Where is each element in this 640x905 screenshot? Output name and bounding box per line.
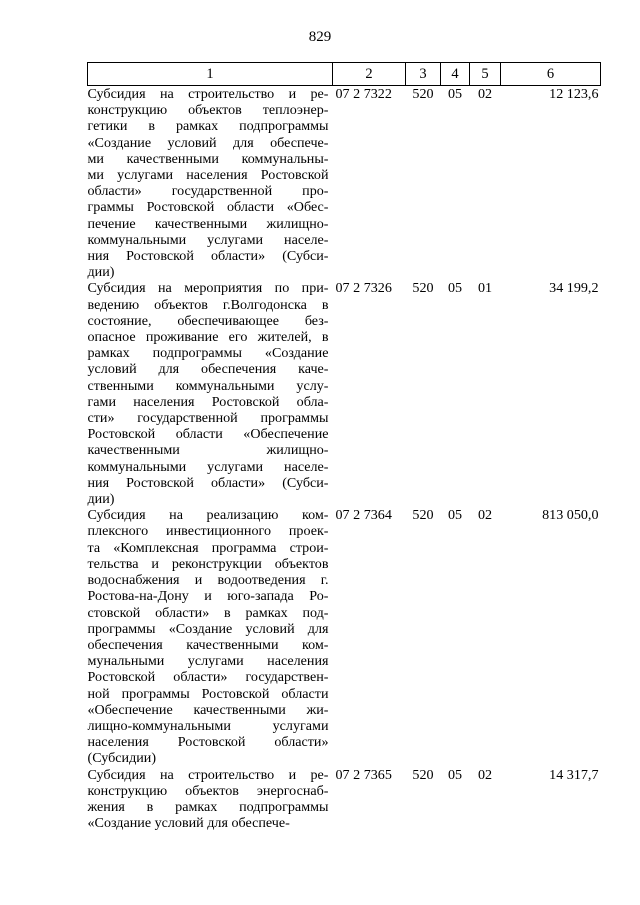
description-line: ния Ростовской области» (Субси- (87, 474, 329, 491)
header-col-1: 1 (88, 63, 333, 86)
description-line: Ростова-на-Дону и юго-запада Ро- (87, 588, 329, 605)
page-number: 829 (308, 29, 332, 45)
description-line: ми услугами населения Ростовской (87, 167, 329, 184)
description-line: стовской области» в рамках под- (87, 604, 329, 621)
expense-type: 520 (412, 280, 434, 297)
section: 05 (447, 507, 463, 524)
description-line: рамках подпрограммы «Создание (87, 345, 329, 362)
table-row (88, 767, 601, 832)
description-line: обеспечения качественными ком- (87, 636, 329, 653)
section: 05 (447, 280, 463, 297)
description-line: сти» государственной программы (87, 410, 329, 427)
header-col-4: 4 (441, 63, 470, 86)
header-col-2: 2 (333, 63, 406, 86)
row-description (88, 507, 333, 766)
description-line: Субсидия на реализацию ком- (87, 507, 329, 524)
header-col-6: 6 (501, 63, 601, 86)
description-line: конструкцию объектов теплоэнер- (87, 102, 329, 119)
description-line: конструкцию объектов энергоснаб- (87, 782, 329, 799)
expense-type: 520 (412, 766, 434, 783)
description-line: коммунальными услугами населе- (87, 231, 329, 248)
description-line: гетики в рамках подпрограммы (87, 118, 329, 135)
description-line: ственными коммунальными услу- (87, 377, 329, 394)
description-line: «Обеспечение качественными жи- (87, 701, 329, 718)
description-line: Ростовской области» государствен- (87, 669, 329, 686)
subsection: 02 (477, 86, 493, 102)
table-row (88, 280, 601, 507)
row-description (88, 280, 333, 507)
description-line: плексного инвестиционного проек- (87, 523, 329, 540)
description-line: граммы Ростовской области «Обес- (87, 199, 329, 216)
subsection: 01 (477, 280, 493, 297)
row-description (88, 767, 333, 832)
description-line: тельства и реконструкции объектов (87, 555, 329, 572)
description-line: Субсидия на мероприятия по при- (87, 280, 329, 297)
description-line: печение качественными жилищно- (87, 215, 329, 232)
row-description (88, 86, 333, 281)
header-row (88, 63, 601, 86)
description-line: мунальными услугами населения (87, 653, 329, 670)
description-line: водоснабжения и водоотведения г. (87, 572, 329, 589)
description-line: Субсидия на строительство и ре- (87, 766, 329, 783)
description-line: ведению объектов г.Волгодонска в (87, 296, 329, 313)
description-line: «Создание условий для обеспече- (87, 134, 329, 151)
description-line: та «Комплексная программа строи- (87, 539, 329, 556)
subsection: 02 (477, 766, 493, 783)
description-line: ния Ростовской области» (Субси- (87, 248, 329, 265)
description-line: жения в рамках подпрограммы (87, 798, 329, 815)
description-line: программы «Создание условий для (87, 620, 329, 637)
header-col-3: 3 (406, 63, 441, 86)
table-row (88, 507, 601, 766)
description-line: коммунальными услугами населе- (87, 458, 329, 475)
description-line: «Создание условий для обеспече- (87, 815, 290, 832)
description-line: опасное проживание его жителей, в (87, 329, 329, 346)
description-line: Ростовской области «Обеспечение (87, 426, 329, 443)
section: 05 (447, 86, 463, 102)
description-line: (Субсидии) (87, 750, 157, 767)
description-line: области» государственной про- (87, 183, 329, 200)
expense-type: 520 (412, 86, 434, 102)
description-line: Субсидия на строительство и ре- (87, 86, 329, 102)
amount: 14 317,7 (549, 766, 599, 783)
amount: 34 199,2 (549, 280, 599, 297)
section: 05 (447, 766, 463, 783)
amount: 813 050,0 (542, 507, 599, 524)
description-line: населения Ростовской области» (87, 734, 329, 751)
budget-table (87, 62, 601, 831)
header-col-5: 5 (470, 63, 501, 86)
description-line: дии) (87, 491, 115, 508)
target-article-code: 07 2 7364 (335, 507, 392, 524)
description-line: лищно-коммунальными услугами (87, 717, 329, 734)
description-line: качественными жилищно- (87, 442, 329, 459)
description-line: условий для обеспечения каче- (87, 361, 329, 378)
description-line: дии) (87, 264, 115, 281)
target-article-code: 07 2 7365 (335, 766, 392, 783)
description-line: гами населения Ростовской обла- (87, 393, 329, 410)
table-row (88, 86, 601, 281)
amount: 12 123,6 (549, 86, 599, 102)
target-article-code: 07 2 7326 (335, 280, 392, 297)
description-line: состояние, обеспечивающее без- (87, 312, 329, 329)
subsection: 02 (477, 507, 493, 524)
description-line: ми качественными коммунальны- (87, 150, 329, 167)
description-line: ной программы Ростовской области (87, 685, 329, 702)
target-article-code: 07 2 7322 (335, 86, 392, 102)
expense-type: 520 (412, 507, 434, 524)
